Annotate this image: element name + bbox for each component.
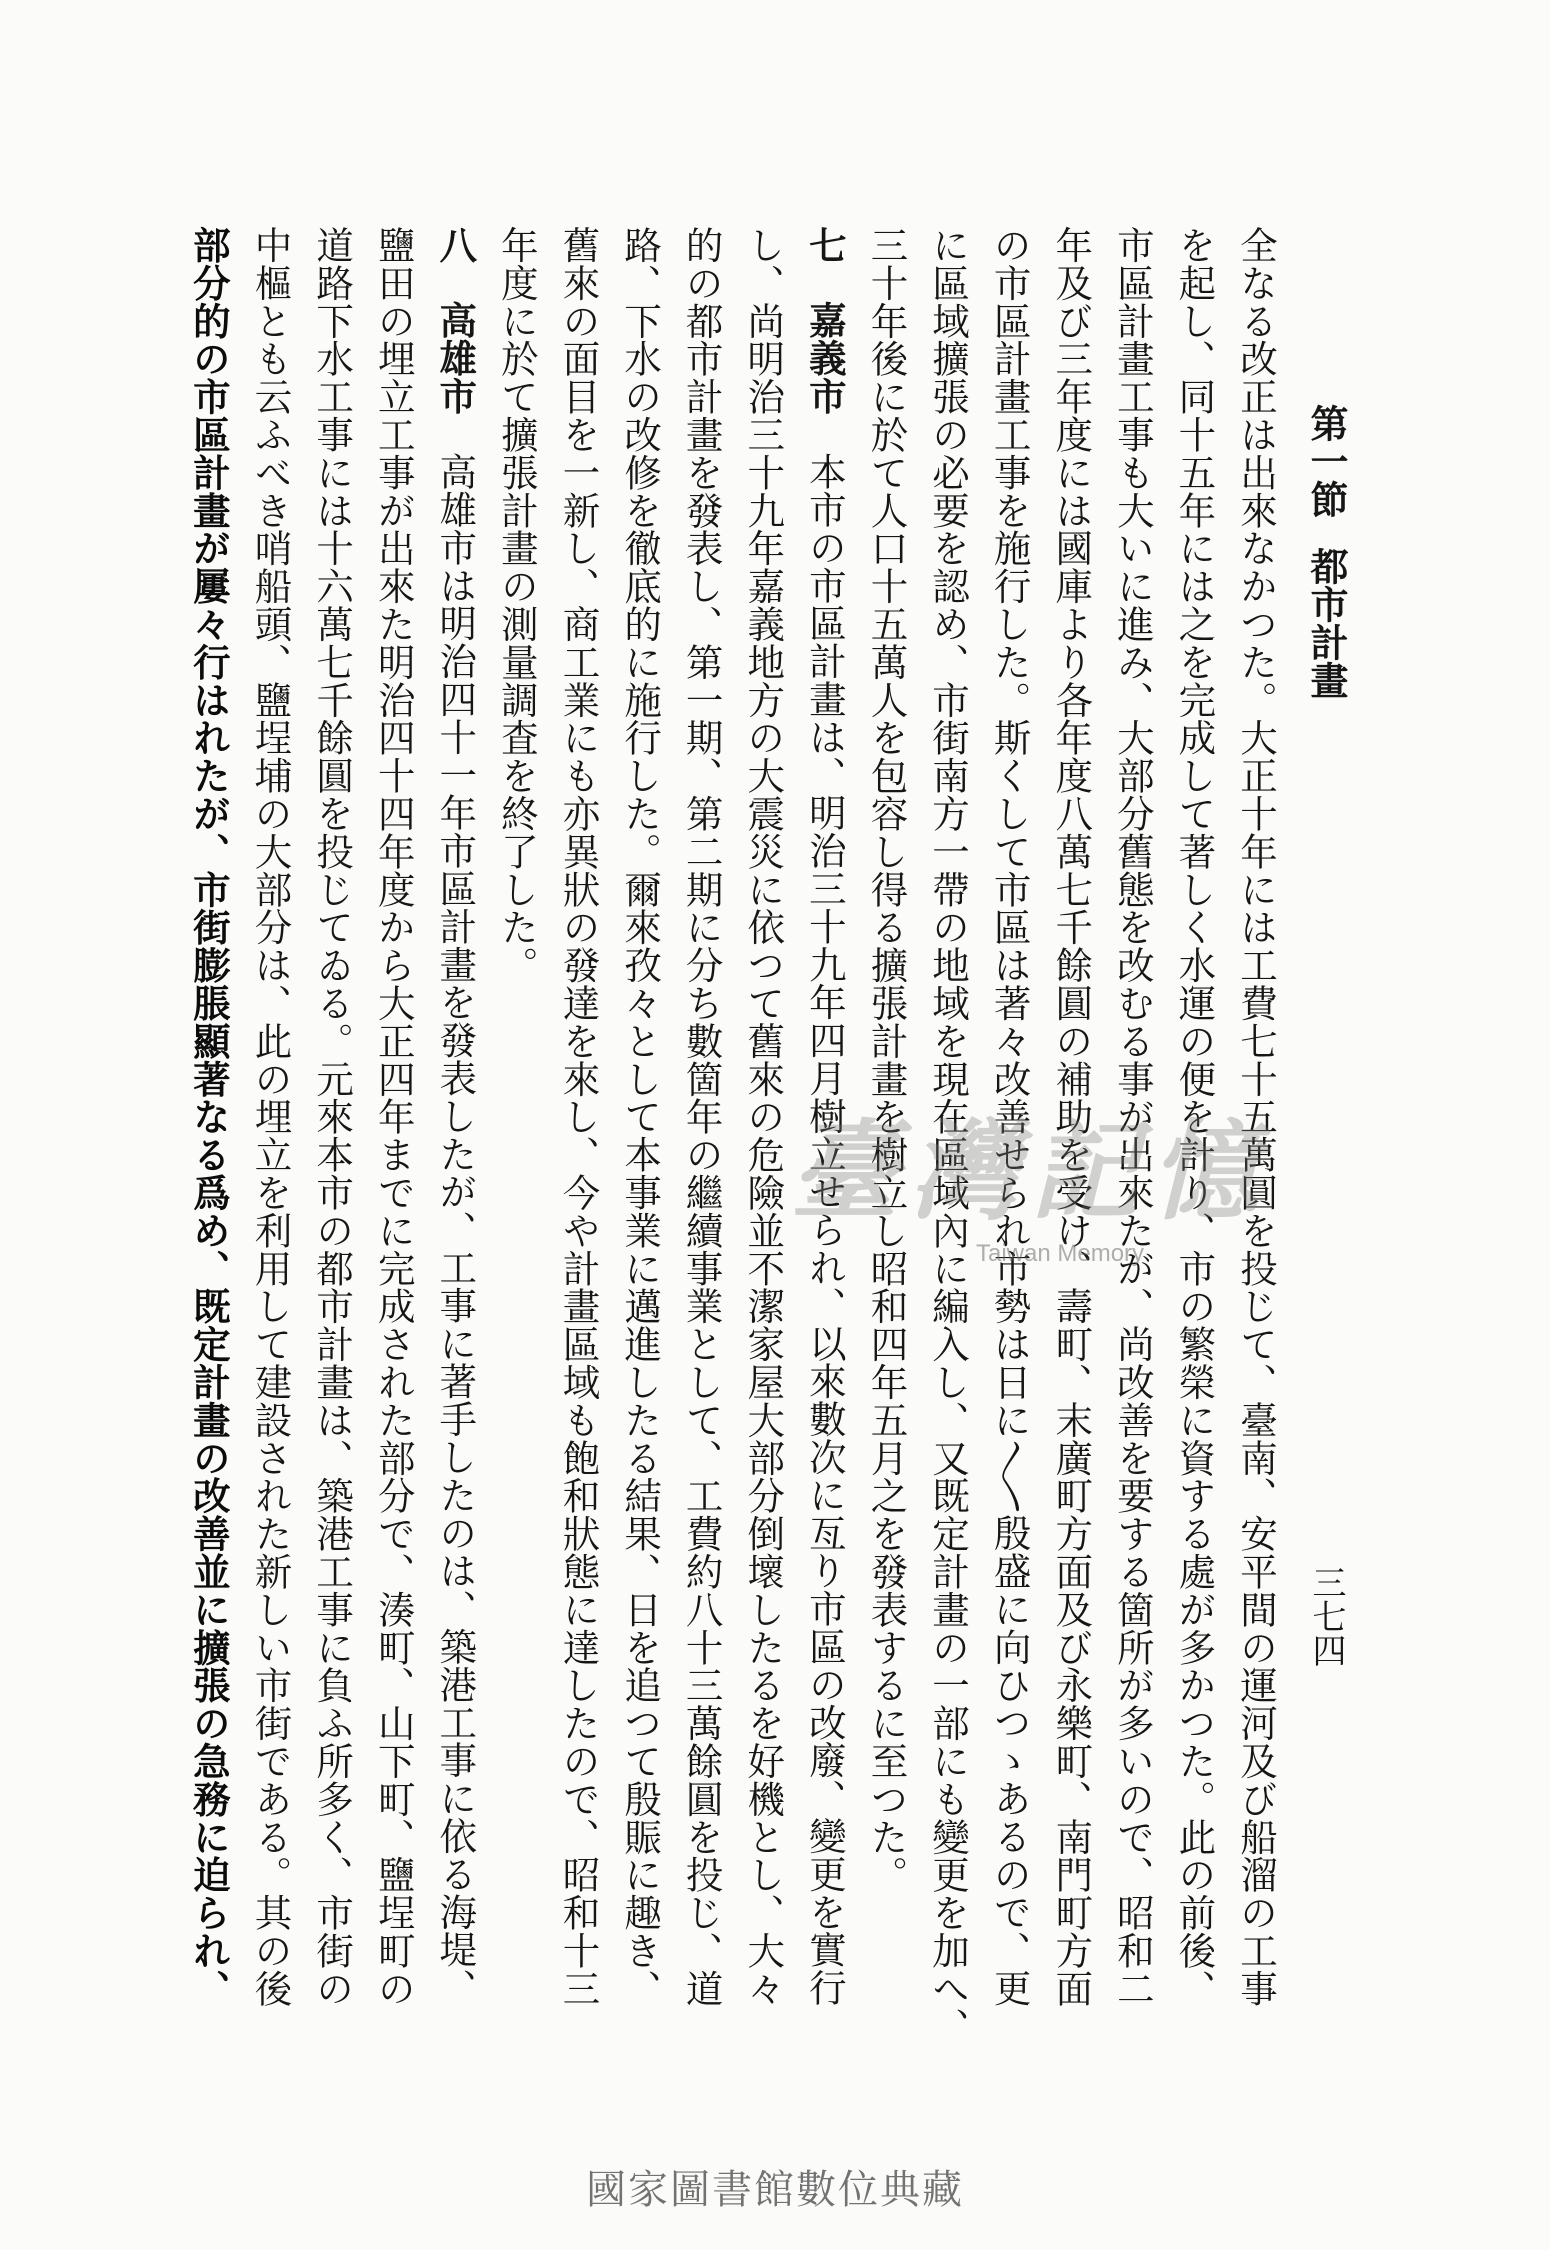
subsection-heading-line: [793, 226, 855, 2066]
section-number: 第一節: [1304, 404, 1349, 518]
text-line: 部分的の市區計畫が屢々行はれたが、市街膨脹顯著なる爲め、既定計畫の改善並に擴張の急務に迫られ、: [186, 226, 231, 2008]
subsection-number: 七: [802, 226, 847, 264]
text-line: 市區計畫工事も大いに進み、大部分舊態を改むる事が出來たが、尚改善を要する箇所が多いので、昭和二: [1110, 226, 1155, 2008]
watermark-subtitle: Taiwan Memory: [976, 1240, 1145, 1267]
subsection-number: 八: [433, 226, 478, 264]
page-number: 三七四: [1306, 1565, 1346, 1667]
section-title: 都市計畫: [1304, 546, 1349, 699]
text-line: の市區計畫工事を施行した。斯くして市區は著々改善せられ市勢は日に〳〵殷盛に向ひつゝあるので、更: [987, 226, 1032, 2007]
body-text: [177, 226, 1286, 2066]
subsection-title: 嘉義市: [802, 301, 847, 416]
collection-footer: 國家圖書館數位典藏: [586, 2167, 964, 2213]
subsection-title: 高雄市: [433, 301, 478, 416]
text-line: 中樞とも云ふべき哨船頭、鹽埕埔の大部分は、此の埋立を利用して建設された新しい市街である。其の後: [248, 226, 293, 2008]
text-line: 全なる改正は出來なかつた。大正十年には工費七十五萬圓を投じて、臺南、安平間の運河及び船溜の工事: [1234, 226, 1278, 2008]
text-line: 舊來の面目を一新し、商工業にも亦異狀の發達を來し、今や計畫區域も飽和狀態に達したので、昭和十三: [556, 226, 601, 2008]
text-line: 路、下水の改修を徹底的に施行した。爾來孜々として本事業に邁進したる結果、日を追つて殷賑に趣き、: [618, 226, 663, 2008]
text-line: し、尚明治三十九年嘉義地方の大震災に依つて舊來の危險並不潔家屋大部分倒壞したるを好機とし、大々: [741, 226, 786, 2008]
running-head: [1304, 404, 1349, 699]
text-line-body: 本市の市區計畫は、明治三十九年四月樹立せられ、以來數次に亙り市區の改廢、變更を實行: [802, 452, 847, 2007]
text-line: 鹽田の埋立工事が出來た明治四十四年度から大正四年までに完成された部分で、湊町、山下町、鹽埕町の: [371, 226, 416, 2008]
watermark-title: 臺灣記憶: [790, 1109, 1271, 1235]
text-line: 的の都市計畫を發表し、第一期、第二期に分ち數箇年の繼續事業として、工費約八十三萬餘圓を投じ、道: [679, 226, 724, 2008]
text-line: 年度に於て擴張計畫の測量調査を終了した。: [494, 226, 539, 984]
text-line: に區域擴張の必要を認め、市街南方一帶の地域を現在區域內に編入し、又既定計畫の一部にも變更を加へ、: [926, 226, 971, 2046]
text-line-body: 高雄市は明治四十一年市區計畫を發表したが、工事に著手したのは、築港工事に依る海堤、: [433, 452, 478, 2007]
subsection-heading-line: [424, 226, 486, 2066]
text-line: 年及び三年度には國庫より各年度八萬七千餘圓の補助を受け、壽町、末廣町方面及び永樂町、南門町方面: [1049, 226, 1094, 2008]
text-line: 道路下水工事には十六萬七千餘圓を投じてゐる。元來本市の都市計畫は、築港工事に負ふ所多く、市街の: [310, 226, 355, 2008]
text-line: 三十年後に於て人口十五萬人を包容し得る擴張計畫を樹立し昭和四年五月之を發表するに至つた。: [864, 226, 909, 1894]
text-line: を起し、同十五年には之を完成して著しく水運の便を計り、市の繁榮に資する處が多かつた。此の前後、: [1172, 226, 1217, 2008]
